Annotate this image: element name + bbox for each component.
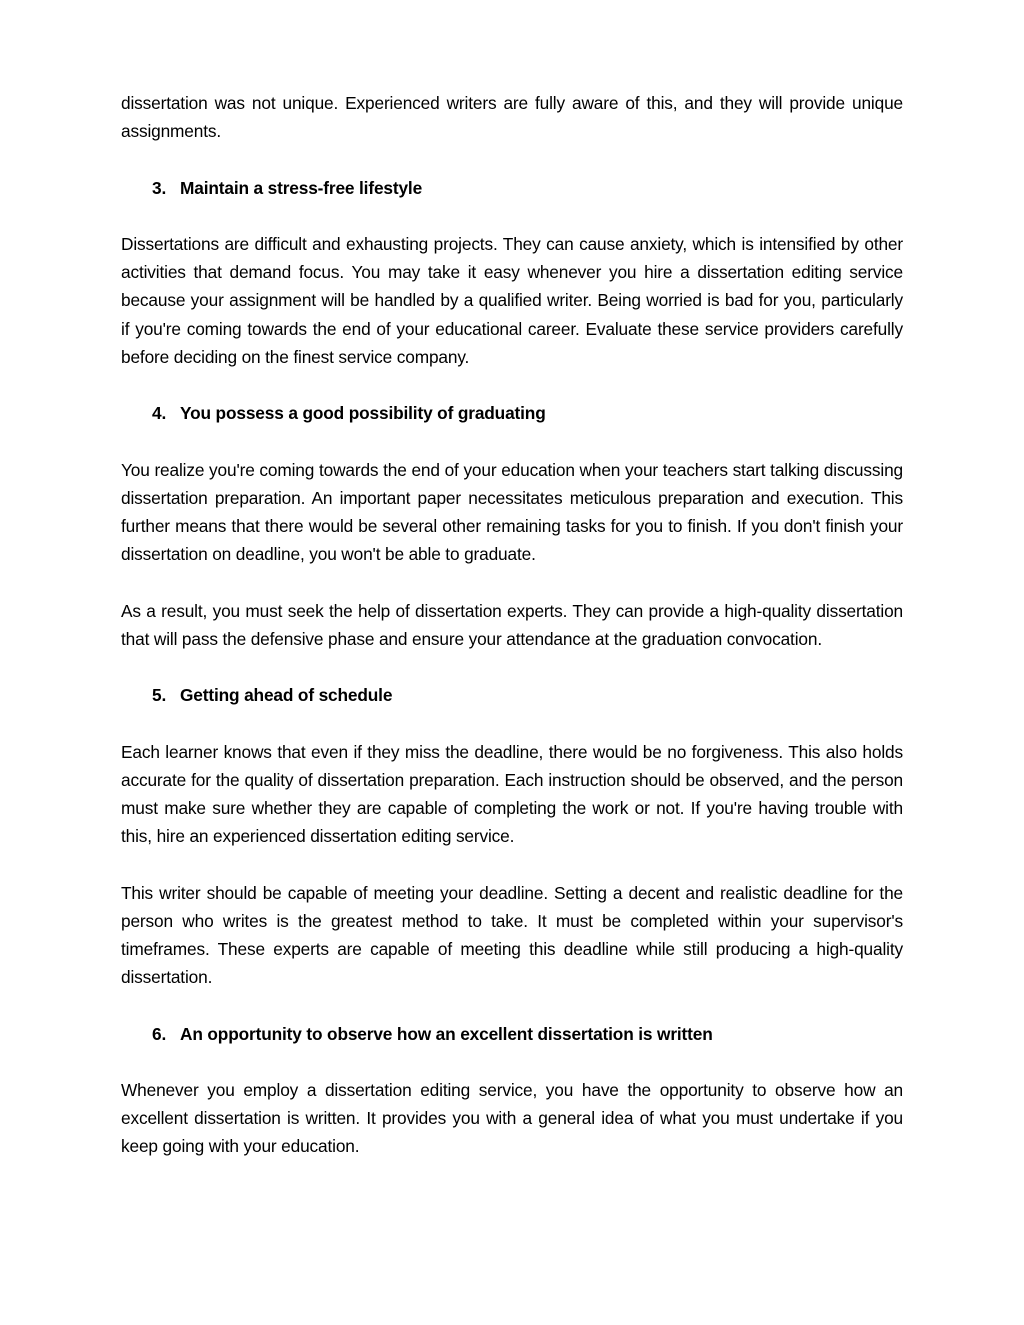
spacer — [121, 709, 903, 737]
spacer — [121, 371, 903, 399]
paragraph-schedule-1: Each learner knows that even if they miss the deadline, there would be no forgiveness. This also holds accurate for the quality of dissertation preparation. Each instruction should be observed, and the person must make sure whether they are capable of completing the work or not. If you're having trouble with this, hire an experienced dissertation editing service. — [121, 741, 903, 847]
heading-number: 3. — [152, 177, 167, 198]
paragraph-continuation: dissertation was not unique. Experienced writers are fully aware of this, and they will provide unique assignments. — [121, 93, 903, 142]
paragraph-graduating-2: As a result, you must seek the help of dissertation experts. They can provide a high-quality dissertation that will pass the defensive phase and ensure your attendance at the graduation convocation. — [121, 600, 903, 649]
heading-number: 4. — [152, 403, 167, 424]
section-heading-3 — [121, 174, 903, 202]
spacer — [121, 850, 903, 878]
paragraph-graduating-1: You realize you're coming towards the end of your education when your teachers start talking discussing dissertation preparation. An important paper necessitates meticulous preparation and execution. This further means that there would be several other remaining tasks for you to finish. If you don't finish your dissertation on deadline, you won't be able to graduate. — [121, 459, 903, 565]
paragraph-stress-free: Dissertations are difficult and exhausting projects. They can cause anxiety, which is intensified by other activities that demand focus. You may take it easy whenever you hire a dissertation editing service because your assignment will be handled by a qualified writer. Being worried is bad for you, particularly if you're coming towards the end of your educational career. Evaluate these service providers carefully before deciding on the finest service company. — [121, 233, 903, 367]
spacer — [121, 991, 903, 1019]
spacer — [121, 568, 903, 596]
spacer — [121, 427, 903, 455]
spacer — [121, 145, 903, 173]
paragraph-schedule-2: This writer should be capable of meeting your deadline. Setting a decent and realistic deadline for the person who writes is the greatest method to take. It must be completed within your supervisor's timeframes. These experts are capable of meeting this deadline while still producing a high-quality dissertation. — [121, 882, 903, 988]
document-page — [121, 89, 903, 1161]
heading-text: An opportunity to observe how an excellent dissertation is written — [180, 1023, 713, 1044]
spacer — [121, 653, 903, 681]
section-heading-4 — [121, 399, 903, 427]
section-heading-6 — [121, 1020, 903, 1048]
heading-text: Maintain a stress-free lifestyle — [180, 177, 423, 198]
paragraph-opportunity: Whenever you employ a dissertation editing service, you have the opportunity to observe how an excellent dissertation is written. It provides you with a general idea of what you must undertake if you keep going with your education. — [121, 1079, 903, 1157]
spacer — [121, 202, 903, 230]
heading-number: 6. — [152, 1023, 167, 1044]
heading-number: 5. — [152, 685, 167, 706]
heading-text: Getting ahead of schedule — [180, 685, 393, 706]
spacer — [121, 1048, 903, 1076]
heading-text: You possess a good possibility of graduating — [180, 403, 546, 424]
section-heading-5 — [121, 681, 903, 709]
